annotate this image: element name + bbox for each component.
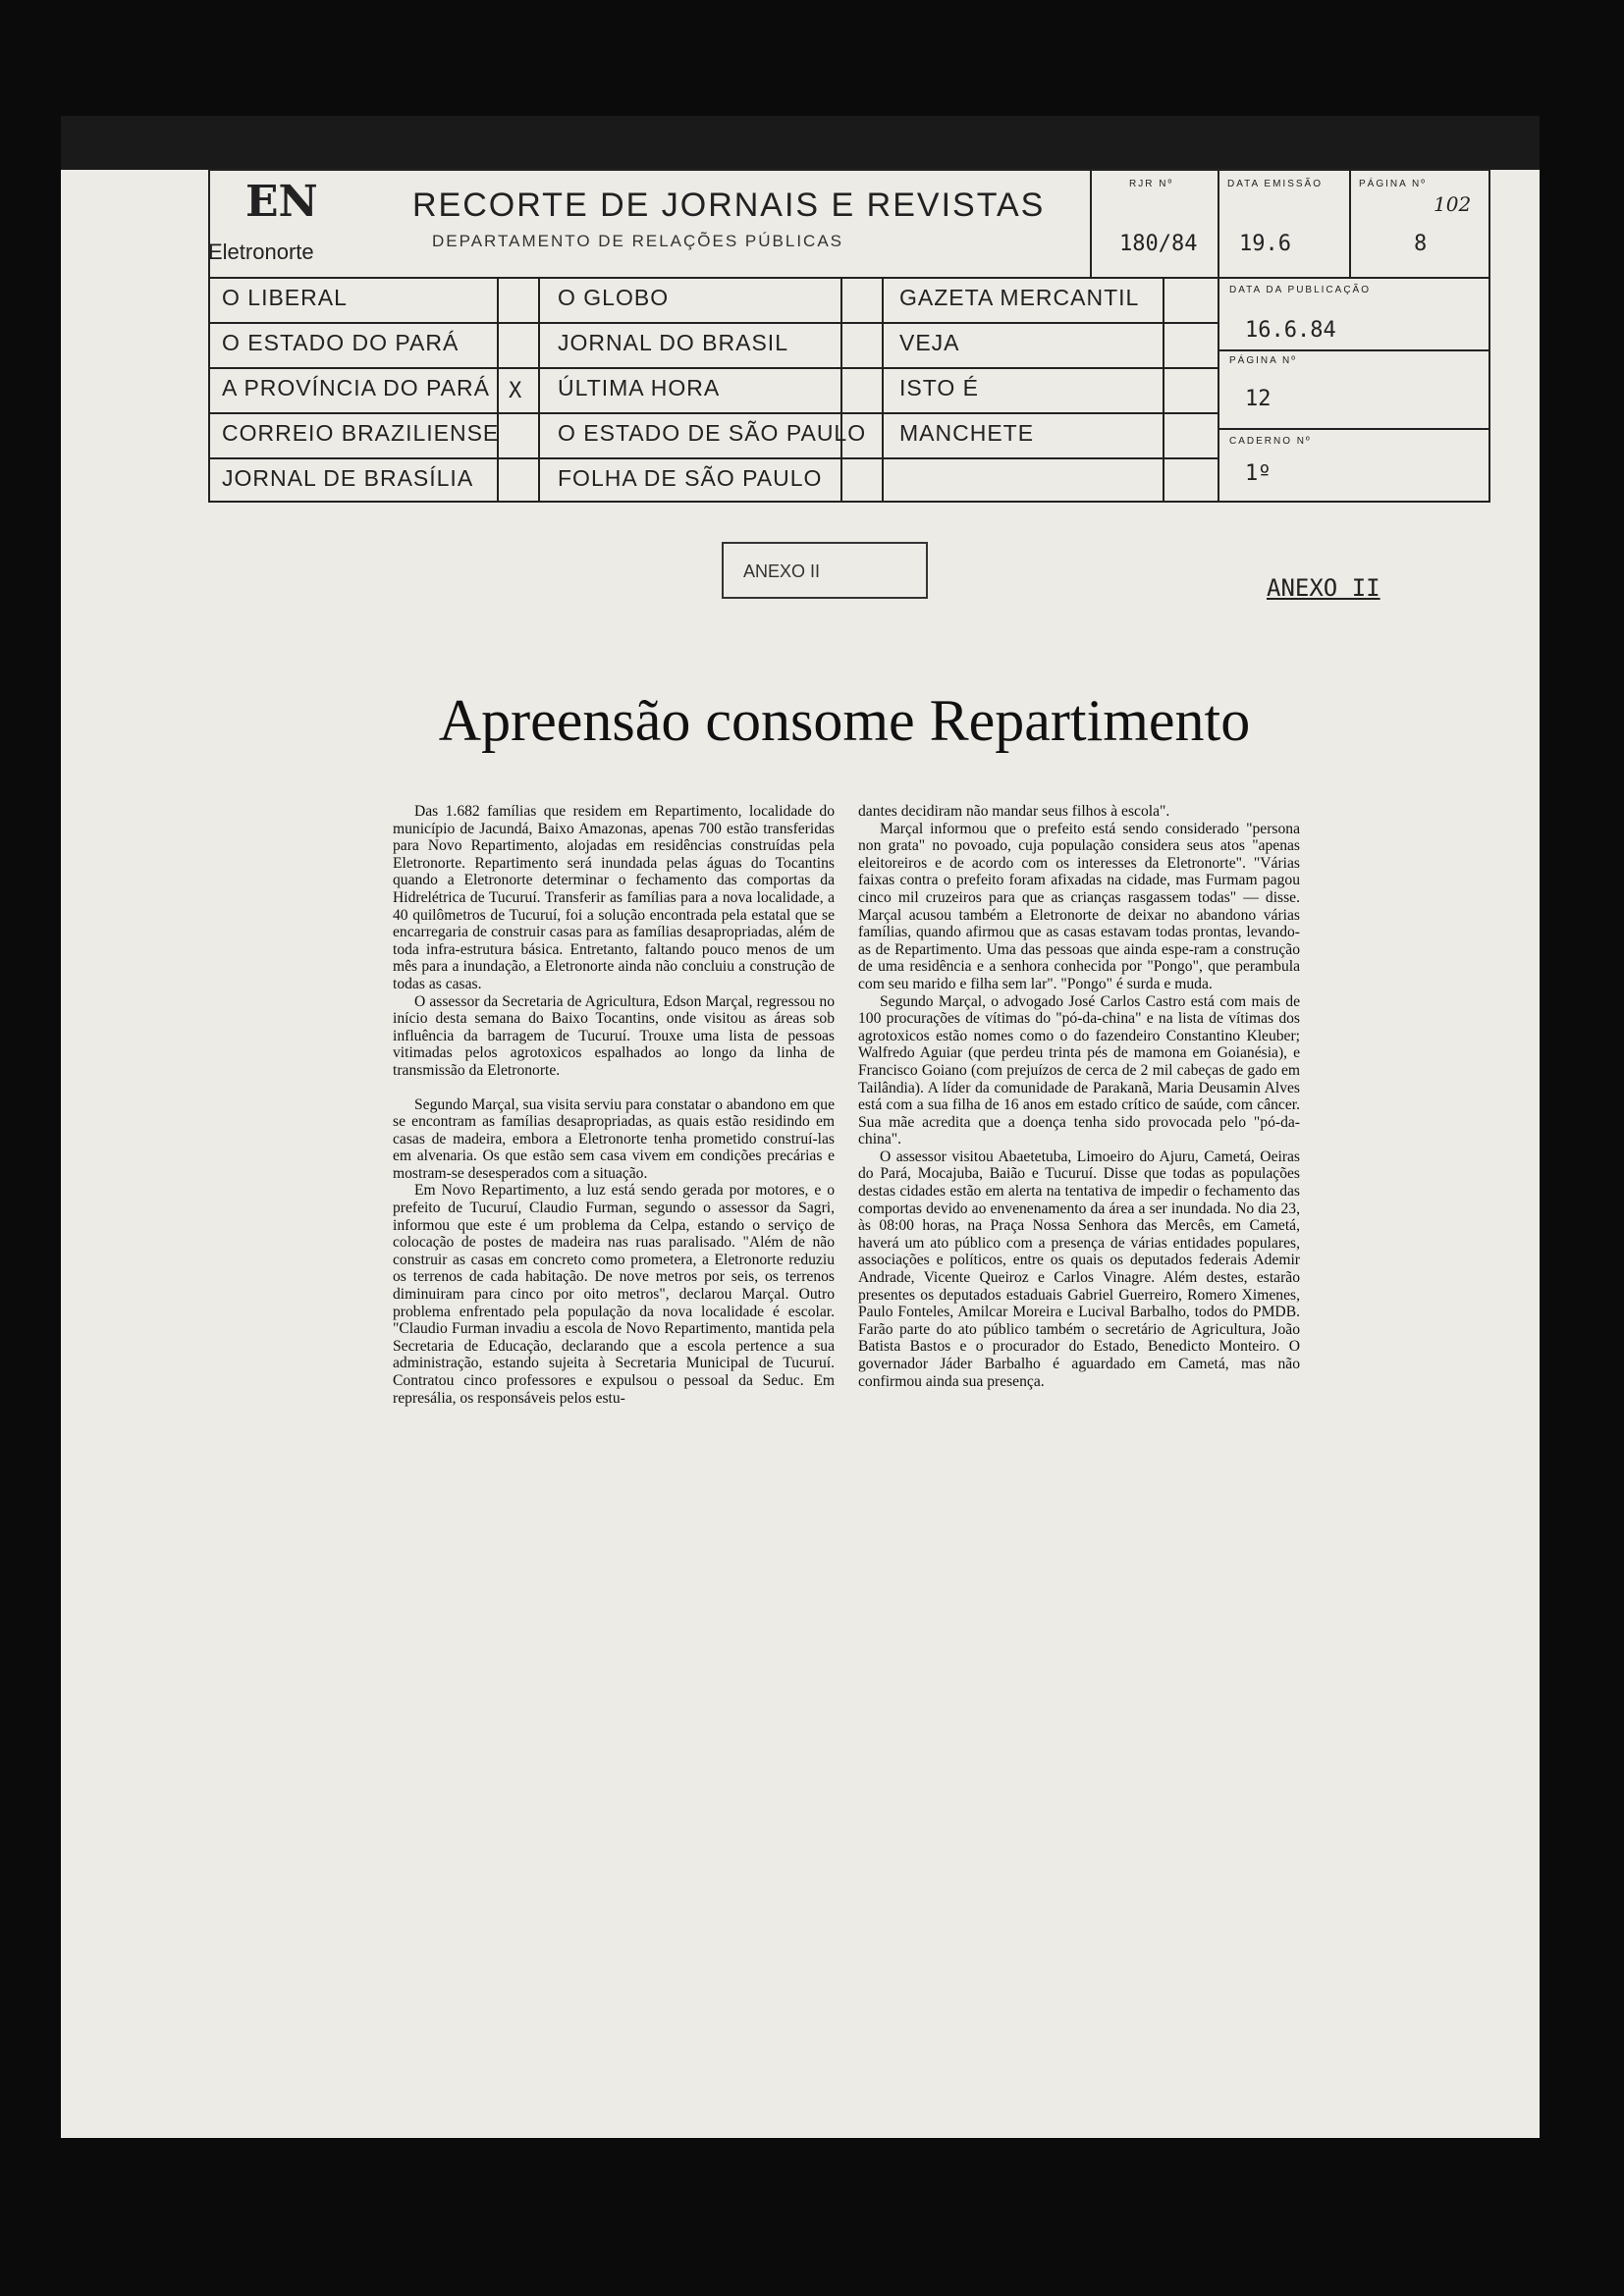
divider: [1218, 169, 1219, 503]
pub-o-globo: O GLOBO: [558, 285, 670, 310]
pub-a-provincia-do-para: A PROVÍNCIA DO PARÁ: [222, 375, 490, 400]
pub-o-estado-de-sao-paulo: O ESTADO DE SÃO PAULO: [558, 420, 867, 446]
article-paragraph: Em Novo Repartimento, a luz está sendo gerada por motores, e o prefeito de Tucuruí, Claudio Furman, segundo o assessor da Sagri, informou que este é um problema da Celpa, estando o serviço de colocação de postes de madeira nas ruas paralisado. "Além de não construir as casas em concreto como prometera, a Eletronorte reduziu os terrenos de cada habitação. De nove metros por seis, os terrenos diminuiram para cinco por oito metros", declarou Marçal. Outro problema enfrentado pela população da nova localidade é escolar. "Claudio Furman invadiu a escola de Novo Repartimento, mantida pela Secretaria de Educação, declarando que a escola pertence a sua administração, estando sujeita à Secretaria Municipal de Tucuruí. Contratou cinco professores e expulsou o pessoal da Seduc. Em represália, os responsáveis pelos estu-: [393, 1182, 835, 1407]
annex-stamp-text: ANEXO II: [743, 561, 821, 581]
article-paragraph: Marçal informou que o prefeito está sendo considerado "persona non grata" no povoado, cuja população considera seus atos "apenas eleitoreiros e de acordo com os interesses da Eletronorte". "Várias faixas contra o prefeito foram afixadas na cidade, mas Furmam pagou cinco mil cruzeiros para que as crianças rasgassem todas" — disse. Marçal acusou também a Eletronorte de deixar no abandono várias famílias, quando afirmou que as casas estavam todas prontas, levando-as de Repartimento. Uma das pessoas que ainda espe-ram a construção de uma residência e a senhora conhecida por "Pongo", que perambula com seu marido e filha sem lar". "Pongo" é surda e muda.: [858, 820, 1300, 992]
pub-folha-de-sao-paulo: FOLHA DE SÃO PAULO: [558, 465, 823, 491]
article-paragraph: O assessor visitou Abaetetuba, Limoeiro do Ajuru, Cametá, Oeiras do Pará, Mocajuba, Baião e Tucuruí. Disse que todas as populações destas cidades estão em alerta na tentativa de impedir o fechamento das comportas devido ao envenenamento da área a ser inundada. No dia 23, às 08:00 horas, na Praça Nossa Senhora das Mercês, em Cametá, haverá um ato público com a presença de várias entidades populares, associações e políticos, entre os quais os deputados federais Ademir Andrade, Vicente Queiroz e Carlos Vinagre. Além destes, estarão presentes os deputados estaduais Gabriel Guerreiro, Romero Ximenes, Paulo Fonteles, Amilcar Moreira e Lucival Barbalho, todos do PMDB. Farão parte do ato público também o secretário de Agricultura, João Batista Bastos e o procurador do Estado, Benedicto Monteiro. O governador Jáder Barbalho é aguardado em Cametá, mas não confirmou ainda sua presença.: [858, 1148, 1300, 1390]
article-paragraph: Segundo Marçal, sua visita serviu para constatar o abandono em que se encontram as famílias desapropriadas, as quais estão residindo em casas de madeira, embora a Eletronorte tenha prometido construí-las em alvenaria. Os que estão sem casa vivem em condições precárias e mostram-se desesperados com a situação.: [393, 1095, 835, 1182]
divider: [208, 367, 1218, 369]
divider: [538, 277, 540, 503]
annex-stamp: [722, 542, 928, 599]
pub-gazeta-mercantil: GAZETA MERCANTIL: [899, 285, 1140, 310]
divider: [882, 277, 884, 503]
article-paragraph: dantes decidiram não mandar seus filhos à escola".: [858, 803, 1170, 820]
article-headline: Apreensão consome Repartimento: [438, 688, 1251, 753]
eletronorte-logo: [208, 177, 375, 275]
article-paragraph: Das 1.682 famílias que residem em Repartimento, localidade do município de Jacundá, Baixo Amazonas, apenas 700 estão transferidas para Novo Repartimento, alojadas em residências construídas pela Eletronorte. Repartimento será inundada pelas águas do Tocantins quando a Eletronorte determinar o fechamento das comportas da Hidrelétrica de Tucuruí. Transferir as famílias para a nova localidade, a 40 quilômetros de Tucuruí, foi a solução encontrada pela estatal que se encarregaria de construir casas para as famílias desapropriadas, além de toda infra-estrutura básica. Entretanto, faltando pouco menos de um mês para a inundação, a Eletronorte ainda não concluiu a construção de todas as casas.: [393, 803, 835, 992]
article-right-column: [858, 803, 1300, 1390]
annex-label: ANEXO II: [1267, 574, 1380, 602]
logo-text: Eletronorte: [208, 240, 314, 264]
article-paragraph: Segundo Marçal, o advogado José Carlos Castro está com mais de 100 procurações de vítimas do "pó-da-china" e na lista de vítimas dos agrotoxicos estão nomes como o do fazendeiro Constantino Kleuber; Walfredo Aguiar (que perdeu trinta pés de mamona em Goianésia), e Francisco Goiano (com prejuízos de cerca de 2 mil cabeças de gado em Tailândia). A líder da comunidade de Parakanã, Maria Deusamin Alves está com a sua filha de 16 anos em estado crítico de saúde, com câncer. Sua mãe acredita que a doença tenha sido provocada pelo "pó-da-china".: [858, 992, 1300, 1148]
data-emissao-label: DATA EMISSÃO: [1227, 179, 1323, 189]
divider: [208, 457, 1218, 459]
pub-ultima-hora: ÚLTIMA HORA: [558, 375, 721, 400]
caderno-label: CADERNO Nº: [1229, 436, 1312, 447]
divider: [1349, 169, 1351, 279]
divider: [1218, 349, 1490, 351]
pagina-n-label: PÁGINA Nº: [1229, 355, 1297, 366]
rjr-value: 180/84: [1119, 232, 1198, 256]
divider: [1090, 169, 1092, 279]
pub-correio-braziliense: CORREIO BRAZILIENSE: [222, 420, 500, 446]
pub-isto-e: ISTO É: [899, 375, 979, 400]
form-title: RECORTE DE JORNAIS E REVISTAS: [412, 187, 1046, 224]
pub-manchete: MANCHETE: [899, 420, 1035, 446]
pagina-label: PÁGINA Nº: [1359, 179, 1427, 189]
pub-o-estado-do-para: O ESTADO DO PARÁ: [222, 330, 460, 355]
divider: [1163, 277, 1164, 503]
data-emissao-value: 19.6: [1239, 232, 1291, 256]
divider: [208, 277, 1490, 279]
divider: [840, 277, 842, 503]
scan-border: [61, 116, 1540, 170]
logo-mark: EN: [245, 177, 318, 227]
selected-mark: X: [509, 379, 522, 403]
pub-o-liberal: O LIBERAL: [222, 285, 348, 310]
divider: [208, 412, 1218, 414]
caderno-value: 1º: [1245, 461, 1272, 486]
divider: [208, 322, 1218, 324]
pagina-n-value: 12: [1245, 387, 1272, 411]
data-publicacao-label: DATA DA PUBLICAÇÃO: [1229, 285, 1371, 295]
pagina-value: 8: [1414, 232, 1428, 256]
article-left-column: [393, 803, 835, 1407]
pub-jornal-de-brasilia: JORNAL DE BRASÍLIA: [222, 465, 474, 491]
pub-veja: VEJA: [899, 330, 960, 355]
rjr-label: RJR Nº: [1129, 179, 1174, 189]
form-subtitle: DEPARTAMENTO DE RELAÇÕES PÚBLICAS: [432, 232, 843, 250]
pagina-handwritten: 102: [1434, 192, 1472, 216]
divider: [497, 277, 499, 503]
data-publicacao-value: 16.6.84: [1245, 318, 1336, 343]
divider: [1218, 428, 1490, 430]
article-paragraph: O assessor da Secretaria de Agricultura, Edson Marçal, regressou no início desta semana do Baixo Tocantins, onde visitou as áreas sob influência da barragem de Tucuruí. Trouxe uma lista de pessoas vitimadas pelos agrotoxicos espalhados ao longo da linha de transmissão da Eletronorte.: [393, 992, 835, 1079]
pub-jornal-do-brasil: JORNAL DO BRASIL: [558, 330, 788, 355]
